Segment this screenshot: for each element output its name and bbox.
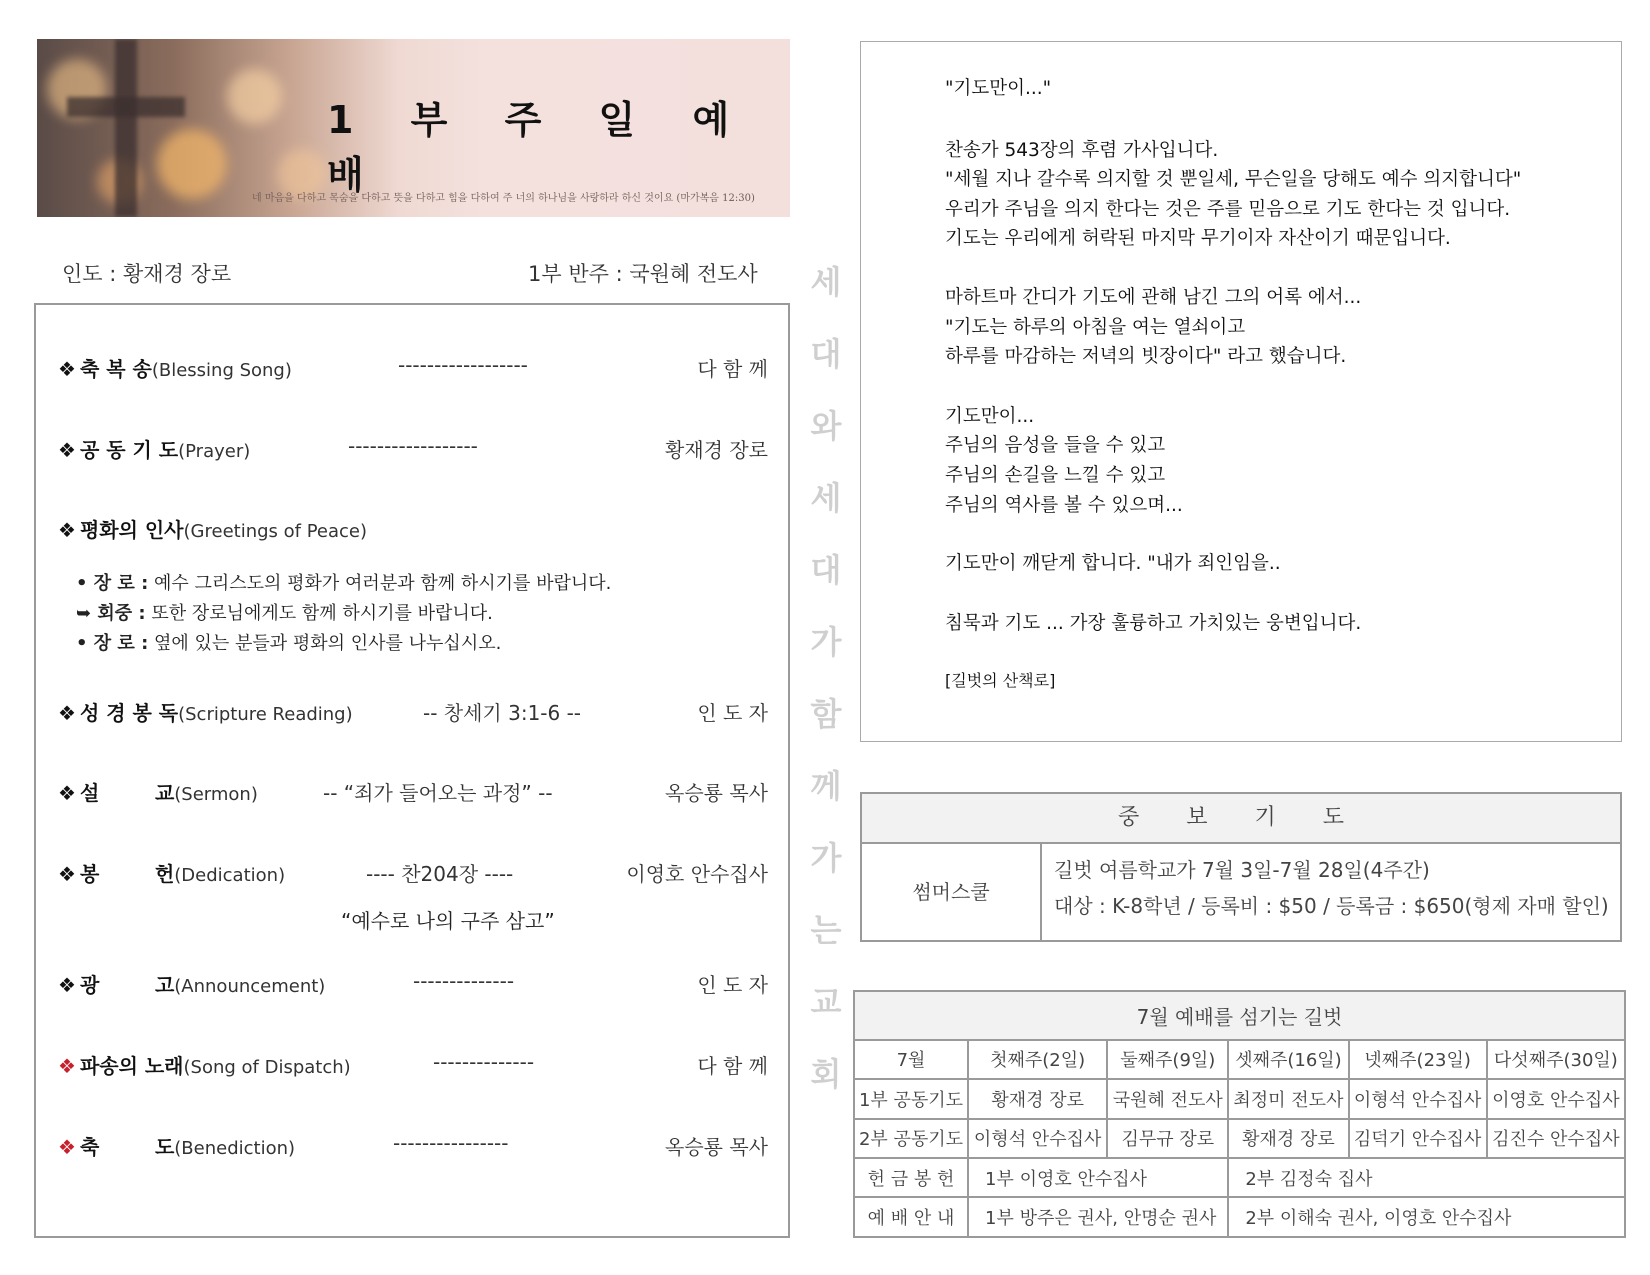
intercession-heading: 중 보 기 도 — [862, 794, 1620, 844]
meditation-box: "기도만이..." 찬송가 543장의 후렴 가사입니다. "세월 지나 갈수록 의지할 것 뿐일세, 무슨일을 당해도 예수 의지합니다" 우리가 주님을 의지 한다는 것은 주를 믿음으로 기도 한다는 것 입니다. 기도는 우리에게 허락된 마지막 무기이자 자산이기 때문입니다. 마하트마 간디가 기도에 관해 남긴 그의 어록 에서... "기도는 하루의 아침을 여는 열쇠이고 하루를 마감하는 저녁의 빗장이다" 라고 했습니다. 기도만이... 주님의 음성을 들을 수 있고 주님의 손길을 느낄 수 있고 주님의 역사를 볼 수 있으며... 기도만이 깨닫게 합니다. "내가 죄인임을.. 침묵과 기도 ... 가장 훌륭하고 가치있는 웅변입니다. [길벗의 산책로] — [860, 41, 1622, 742]
order-item-dedication: ❖ 봉 헌(Dedication) ---- 찬204장 ---- 이영호 안수집사 — [58, 862, 768, 886]
intercession-table: 중 보 기 도 썸머스쿨 길벗 여름학교가 7월 3일-7월 28일(4주간) 대상 : K-8학년 / 등록비 : $50 / 등록금 : $650(형제 자매 할인) — [860, 792, 1622, 942]
header-banner — [37, 39, 790, 217]
order-item-prayer: ❖ 공 동 기 도(Prayer) ------------------ 황재경 장로 — [58, 434, 768, 462]
order-of-worship — [34, 303, 790, 1238]
greeting-line: • 장 로 : 옆에 있는 분들과 평화의 인사를 나누십시오. — [76, 633, 502, 654]
order-item-sermon: ❖ 설 교(Sermon) -- “죄가 들어오는 과정” -- 옥승룡 목사 — [58, 781, 768, 805]
table-row: 1부 공동기도 황재경 장로 국원혜 전도사 최정미 전도사 이형석 안수집사 이영호 안수집사 — [854, 1079, 1625, 1118]
dedication-hymn: “예수로 나의 구주 삼고” — [341, 909, 555, 933]
diamond-icon: ❖ — [58, 357, 76, 381]
order-item-dispatch-song: ❖ 파송의 노래(Song of Dispatch) -------------- 다 함 께 — [58, 1050, 768, 1078]
diamond-icon: ❖ — [58, 518, 76, 542]
diamond-icon: ❖ — [58, 1054, 76, 1078]
diamond-icon: ❖ — [58, 973, 76, 997]
order-item-benediction: ❖ 축 도(Benediction) ---------------- 옥승룡 목사 — [58, 1131, 768, 1159]
schedule-table — [853, 990, 1626, 1238]
greeting-line: ➥ 회중 : 또한 장로님에게도 함께 하시기를 바랍니다. — [76, 603, 493, 624]
greeting-line: • 장 로 : 예수 그리스도의 평화가 여러분과 함께 하시기를 바랍니다. — [76, 573, 612, 594]
order-item-scripture: ❖ 성 경 봉 독(Scripture Reading) -- 창세기 3:1-6 -- 인 도 자 — [58, 701, 768, 725]
accompanist-text: 1부 반주 : 국원혜 전도사 — [528, 262, 758, 286]
meditation-source: [길벗의 산책로] — [945, 671, 1056, 690]
intercession-category: 썸머스쿨 — [862, 844, 1042, 940]
schedule-title: 7월 예배를 섬기는 길벗 — [854, 991, 1625, 1040]
table-row: 2부 공동기도 이형석 안수집사 김무규 장로 황재경 장로 김덕기 안수집사 김진수 안수집사 — [854, 1119, 1625, 1158]
diamond-icon: ❖ — [58, 438, 76, 462]
banner-verse: 네 마음을 다하고 목숨을 다하고 뜻을 다하고 힘을 다하여 주 너의 하나님을 사랑하라 하신 것이요 (마가복음 12:30) — [252, 193, 755, 204]
cross-icon — [115, 39, 137, 217]
church-name-vertical: 세 대 와 세 대 가 함 께 가 는 교 회 — [810, 263, 842, 1093]
diamond-icon: ❖ — [58, 862, 76, 886]
page-title: 1 부 주 일 예 배 — [327, 98, 752, 197]
order-item-announcement: ❖ 광 고(Announcement) -------------- 인 도 자 — [58, 969, 768, 997]
order-item-greetings: ❖ 평화의 인사(Greetings of Peace) — [58, 518, 368, 542]
diamond-icon: ❖ — [58, 781, 76, 805]
table-row: 7월 첫째주(2일) 둘째주(9일) 셋째주(16일) 넷째주(23일) 다섯째주(30일) — [854, 1040, 1625, 1079]
table-row: 예 배 안 내 1부 방주은 권사, 안명순 권사 2부 이해숙 권사, 이영호 안수집사 — [854, 1197, 1625, 1237]
order-item-blessing-song: ❖ 축 복 송(Blessing Song) ------------------ 다 함 께 — [58, 353, 768, 381]
diamond-icon: ❖ — [58, 701, 76, 725]
meditation-title: "기도만이..." — [945, 78, 1052, 99]
diamond-icon: ❖ — [58, 1135, 76, 1159]
leader-text: 인도 : 황재경 장로 — [62, 262, 232, 286]
table-row: 헌 금 봉 헌 1부 이영호 안수집사 2부 김정숙 집사 — [854, 1158, 1625, 1197]
